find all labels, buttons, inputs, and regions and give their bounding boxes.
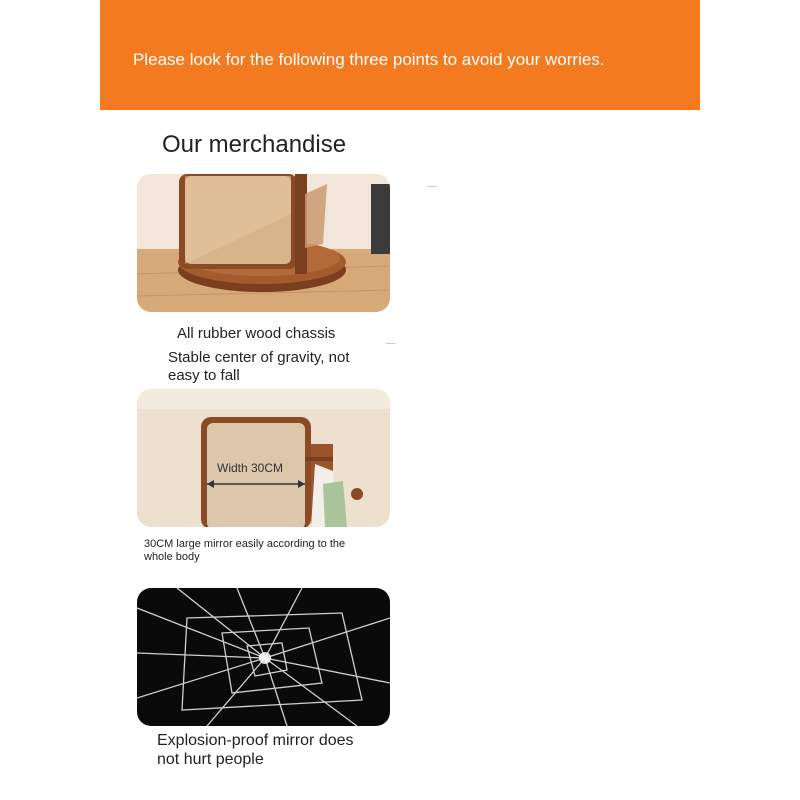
banner-text: Please look for the following three points to avoid your worries. <box>133 50 605 69</box>
section-title: Our merchandise <box>162 131 347 158</box>
feature-1-caption-line-2: Stable center of gravity, not easy to fall <box>168 349 350 384</box>
rotating-mirror-base-image <box>137 174 390 312</box>
divider <box>427 186 437 187</box>
feature-2-caption: 30CM large mirror easily according to the whole body <box>144 538 346 563</box>
top-banner <box>100 0 700 110</box>
wide-mirror-image <box>137 389 390 527</box>
feature-1-caption-line-1: All rubber wood chassis <box>177 325 336 342</box>
divider <box>386 343 396 344</box>
width-label: Width 30CM <box>217 461 284 475</box>
feature-3-caption: Explosion-proof mirror does not hurt people <box>157 732 354 768</box>
shattered-glass-image <box>137 588 390 726</box>
